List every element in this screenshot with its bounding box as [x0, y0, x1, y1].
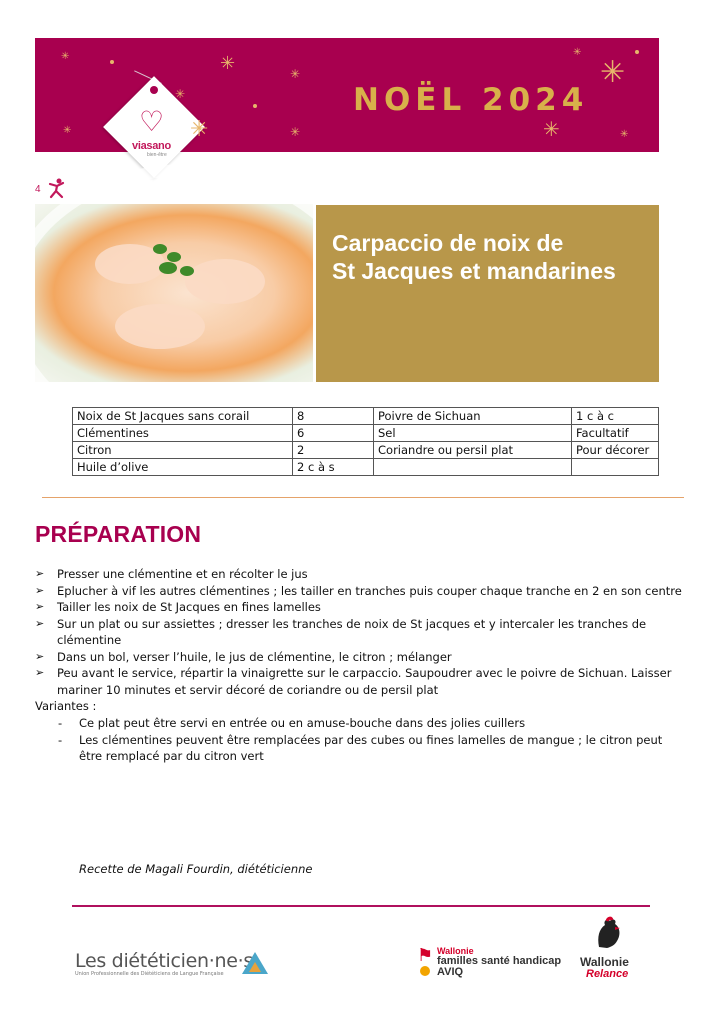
snowflake-icon: ✳: [61, 51, 70, 62]
snowflake-icon: ✳: [175, 87, 186, 101]
table-cell: [374, 459, 572, 476]
list-item: [58, 715, 678, 732]
step-text: Presser une clémentine et en récolter le jus: [57, 567, 308, 581]
arrow-bullet-icon: ➢: [35, 666, 45, 679]
dash-bullet: -: [58, 732, 63, 747]
table-cell: [572, 459, 659, 476]
table-row: [73, 425, 659, 442]
step-text: Dans un bol, verser l’huile, le jus de clémentine, le citron ; mélanger: [57, 649, 452, 664]
table-cell: 8: [293, 408, 374, 425]
tag-hole: [150, 86, 158, 94]
snowflake-icon: ✳: [190, 116, 209, 141]
step-text: Tailler les noix de St Jacques en fines lamelles: [57, 600, 321, 614]
aviq-name: AVIQ: [437, 966, 464, 978]
step-text: Eplucher à vif les autres clémentines ; les tailler en tranches puis couper chaque tranche en 2 en son centre: [57, 583, 682, 598]
variant-text: Ce plat peut être servi en entrée ou en amuse-bouche dans des jolies cuillers: [79, 716, 526, 730]
dieteticiens-logo-subtext: Union Professionnelle des Diététiciens de Langue Française: [75, 971, 224, 977]
table-cell: Huile d’olive: [73, 459, 293, 476]
arrow-bullet-icon: ➢: [35, 649, 45, 663]
list-item: [35, 616, 685, 649]
table-cell: Coriandre ou persil plat: [374, 442, 572, 459]
snowflake-icon: ✳: [600, 56, 626, 89]
coriander-leaf: [159, 262, 177, 274]
banner-title: NOËL 2024: [353, 82, 589, 118]
recipe-title-box: [316, 205, 659, 382]
logo-text: viasano: [132, 140, 171, 152]
rooster-flag-icon: ⚑: [417, 945, 434, 965]
aviq-circle-icon: [420, 966, 430, 976]
recipe-title: [332, 229, 642, 285]
coriander-leaf: [153, 244, 167, 254]
step-text: Peu avant le service, répartir la vinaigrette sur le carpaccio. Saupoudrer avec le poivre de Sichuan. Laisser mariner 10 minutes et servir décoré de coriandre ou de persil plat: [57, 666, 672, 697]
preparation-steps: [35, 566, 685, 698]
recipe-title-line2: St Jacques et mandarines: [332, 258, 616, 284]
table-cell: 1 c à c: [572, 408, 659, 425]
plate: [5, 164, 369, 448]
sparkle-dot: [110, 60, 114, 64]
heart-icon: ♡: [139, 106, 165, 137]
snowflake-icon: ✳: [220, 53, 236, 73]
preparation-heading: PRÉPARATION: [35, 521, 202, 547]
arrow-bullet-icon: ➢: [35, 567, 45, 580]
sparkle-dot: [253, 104, 257, 108]
aviq-wallonie: Wallonie: [437, 946, 474, 956]
table-cell: 2 c à s: [293, 459, 374, 476]
dash-bullet: -: [58, 716, 63, 730]
scallop-slice: [115, 304, 205, 349]
header-banner: [35, 38, 659, 158]
table-cell: Noix de St Jacques sans corail: [73, 408, 293, 425]
snowflake-icon: ✳: [290, 67, 301, 81]
table-cell: Poivre de Sichuan: [374, 408, 572, 425]
snowflake-icon: ✳: [573, 47, 582, 58]
table-cell: Citron: [73, 442, 293, 459]
arrow-bullet-icon: ➢: [35, 616, 45, 630]
aviq-familles: familles santé handicap: [437, 955, 562, 967]
list-item: [35, 599, 685, 616]
arrow-bullet-icon: ➢: [35, 600, 45, 613]
coriander-leaf: [180, 266, 194, 276]
table-cell: 6: [293, 425, 374, 442]
snowflake-icon: ✳: [543, 119, 560, 141]
triangle-logo-inner: [249, 962, 261, 972]
table-row: [73, 459, 659, 476]
table-cell: Sel: [374, 425, 572, 442]
snowflake-icon: ✳: [290, 125, 301, 139]
footer-divider: [72, 905, 650, 907]
recipe-title-line1: Carpaccio de noix de: [332, 230, 564, 256]
list-item: [58, 732, 678, 765]
arrow-bullet-icon: ➢: [35, 583, 45, 597]
list-item: [35, 649, 685, 666]
rooster-icon: [593, 917, 623, 957]
ingredients-table: [72, 407, 659, 476]
relance-text: Relance: [586, 968, 629, 980]
table-cell: Facultatif: [572, 425, 659, 442]
table-row: [73, 442, 659, 459]
variants-label: Variantes :: [35, 699, 97, 713]
person-icon: [48, 178, 66, 202]
divider: [42, 497, 684, 498]
list-item: [35, 566, 685, 583]
scallop-slice: [185, 259, 265, 304]
logo-subtext: bien-être: [147, 152, 167, 158]
snowflake-icon: ✳: [63, 125, 72, 136]
coriander-leaf: [167, 252, 181, 262]
sparkle-dot: [635, 50, 639, 54]
variants-list: [58, 715, 678, 765]
list-item: [35, 583, 685, 600]
table-cell: 2: [293, 442, 374, 459]
dish-photo: [35, 204, 313, 382]
table-cell: Clémentines: [73, 425, 293, 442]
step-text: Sur un plat ou sur assiettes ; dresser les tranches de noix de St jacques et y intercaler les tranches de clémentine: [57, 616, 647, 647]
variant-text: Les clémentines peuvent être remplacées par des cubes ou fines lamelles de mangue ; le citron peut être remplacé par du citron vert: [79, 732, 663, 763]
table-cell: Pour décorer: [572, 442, 659, 459]
difficulty-level: 4: [35, 184, 41, 195]
table-row: [73, 408, 659, 425]
snowflake-icon: ✳: [620, 129, 629, 140]
recipe-credit: Recette de Magali Fourdin, diététicienne: [79, 862, 313, 876]
list-item: [35, 665, 685, 698]
wallonie-text: Wallonie: [580, 955, 629, 969]
dieteticiens-logo-text: Les diététicien·ne·s: [75, 950, 253, 972]
